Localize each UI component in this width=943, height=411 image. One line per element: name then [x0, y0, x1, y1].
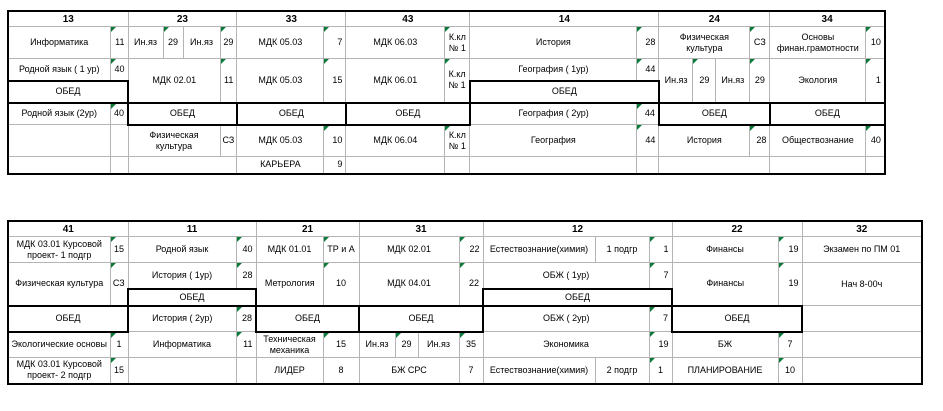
lunch-cell: ОБЕД [770, 103, 885, 125]
subject-cell[interactable]: Родной язык [128, 237, 236, 263]
room-cell[interactable]: 29 [163, 27, 183, 59]
subject-cell[interactable]: Физическая культура [128, 125, 220, 157]
subject-cell[interactable]: Экология [770, 59, 866, 103]
lunch-cell: ОБЕД [483, 289, 672, 306]
empty-cell[interactable] [802, 358, 922, 384]
subject-cell[interactable]: Метрология [256, 263, 323, 306]
room-cell[interactable]: 44 [637, 125, 659, 157]
room-cell[interactable]: 28 [637, 27, 659, 59]
empty-cell[interactable] [866, 157, 885, 174]
subject-cell[interactable]: Финансы [672, 263, 778, 306]
subject-cell[interactable]: МДК 06.03 [346, 27, 445, 59]
room-cell[interactable]: 10 [323, 263, 359, 306]
room-cell[interactable]: 10 [778, 358, 802, 384]
subject-cell[interactable]: Обществознание [770, 125, 866, 157]
room-cell[interactable]: 10 [324, 125, 346, 157]
room-cell[interactable]: 7 [324, 27, 346, 59]
subject-cell[interactable]: КАРЬЕРА [237, 157, 324, 174]
empty-cell[interactable] [802, 306, 922, 332]
subgroup-cell[interactable]: 2 подгр [595, 358, 649, 384]
empty-cell[interactable] [659, 157, 770, 174]
room-cell[interactable]: 19 [778, 237, 802, 263]
room-cell[interactable]: 29 [693, 59, 716, 103]
room-cell[interactable]: 9 [324, 157, 346, 174]
room-cell[interactable]: 7 [459, 358, 483, 384]
group-header: 24 [659, 11, 770, 27]
room-cell[interactable]: СЗ [750, 27, 770, 59]
room-cell[interactable]: 11 [236, 332, 256, 358]
subject-cell[interactable]: Экологические основы [8, 332, 110, 358]
room-cell[interactable]: 40 [866, 125, 885, 157]
empty-cell[interactable] [637, 157, 659, 174]
subject-cell[interactable]: Информатика [128, 332, 236, 358]
room-cell[interactable]: 1 [866, 59, 885, 103]
empty-cell[interactable] [128, 358, 236, 384]
room-cell[interactable]: 28 [750, 125, 770, 157]
lunch-cell: ОБЕД [470, 81, 659, 103]
subject-cell[interactable]: МДК 03.01 Курсовой проект- 1 подгр [8, 237, 110, 263]
room-cell[interactable]: 22 [459, 263, 483, 306]
subject-cell[interactable]: Ин.яз [359, 332, 395, 358]
room-cell[interactable]: 40 [110, 103, 128, 125]
subject-cell[interactable]: Нач 8-00ч [802, 263, 922, 306]
subject-cell[interactable]: МДК 06.04 [346, 125, 445, 157]
subject-cell[interactable]: МДК 05.03 [237, 125, 324, 157]
lunch-cell: ОБЕД [237, 103, 346, 125]
room-cell[interactable]: 1 [110, 332, 128, 358]
lunch-cell: ОБЕД [359, 306, 483, 332]
room-cell[interactable]: 1 [649, 237, 672, 263]
room-cell[interactable]: 15 [110, 237, 128, 263]
subject-cell[interactable]: МДК 05.03 [237, 59, 324, 103]
subject-cell[interactable]: МДК 01.01 [256, 237, 323, 263]
subject-cell[interactable]: Экзамен по ПМ 01 [802, 237, 922, 263]
room-cell[interactable]: 7 [649, 306, 672, 332]
lunch-cell: ОБЕД [346, 103, 470, 125]
group-header: 22 [672, 221, 802, 237]
empty-cell[interactable] [110, 157, 128, 174]
subject-cell[interactable]: МДК 02.01 [359, 237, 459, 263]
room-cell[interactable]: 22 [459, 237, 483, 263]
room-cell[interactable]: К.кл № 1 [445, 59, 470, 103]
room-cell[interactable]: ТР и А [323, 237, 359, 263]
subject-cell[interactable]: ОБЖ ( 1ур) [483, 263, 649, 289]
empty-cell[interactable] [445, 157, 470, 174]
subject-cell[interactable]: МДК 03.01 Курсовой проект- 2 подгр [8, 358, 110, 384]
subject-cell[interactable]: Физическая культура [659, 27, 750, 59]
group-header: 31 [359, 221, 483, 237]
room-cell[interactable]: 7 [778, 332, 802, 358]
subject-cell[interactable]: География [470, 125, 637, 157]
subject-cell[interactable]: История [470, 27, 637, 59]
room-cell[interactable]: 15 [110, 358, 128, 384]
subject-cell[interactable]: Информатика [8, 27, 110, 59]
subject-cell[interactable]: История ( 2ур) [128, 306, 236, 332]
empty-cell[interactable] [128, 157, 237, 174]
subject-cell[interactable]: Ин.яз [418, 332, 459, 358]
room-cell[interactable]: 19 [649, 332, 672, 358]
empty-cell[interactable] [8, 157, 110, 174]
subject-cell[interactable]: Основы финан.грамотности [770, 27, 866, 59]
group-header: 14 [470, 11, 659, 27]
group-header: 33 [237, 11, 346, 27]
room-cell[interactable]: 44 [637, 103, 659, 125]
room-cell[interactable]: 19 [778, 263, 802, 306]
group-header: 23 [128, 11, 237, 27]
subject-cell[interactable]: МДК 06.01 [346, 59, 445, 103]
empty-cell[interactable] [8, 125, 110, 157]
lunch-cell: ОБЕД [128, 103, 237, 125]
room-cell[interactable]: 8 [323, 358, 359, 384]
group-header: 32 [802, 221, 922, 237]
room-cell[interactable]: 10 [866, 27, 885, 59]
lunch-cell: ОБЕД [8, 81, 128, 103]
room-cell[interactable]: 40 [110, 59, 128, 81]
subject-cell[interactable]: ПЛАНИРОВАНИЕ [672, 358, 778, 384]
subject-cell[interactable]: Родной язык (2ур) [8, 103, 110, 125]
lunch-cell: ОБЕД [659, 103, 770, 125]
subject-cell[interactable]: Естествознание(химия) [483, 358, 595, 384]
subject-cell[interactable]: БЖ [672, 332, 778, 358]
room-cell[interactable]: СЗ [110, 263, 128, 306]
subject-cell[interactable]: МДК 04.01 [359, 263, 459, 306]
schedule-table-1 [7, 10, 886, 175]
room-cell[interactable]: СЗ [220, 125, 237, 157]
subject-cell[interactable]: Физическая культура [8, 263, 110, 306]
room-cell[interactable]: 28 [236, 263, 256, 289]
subject-cell[interactable]: География ( 2ур) [470, 103, 637, 125]
group-header: 41 [8, 221, 128, 237]
subject-cell[interactable]: ОБЖ ( 2ур) [483, 306, 649, 332]
subject-cell[interactable]: Ин.яз [659, 59, 693, 103]
lunch-cell: ОБЕД [128, 289, 256, 306]
room-cell[interactable]: К.кл № 1 [445, 27, 470, 59]
group-header: 11 [128, 221, 256, 237]
room-cell[interactable]: 11 [110, 27, 128, 59]
empty-cell[interactable] [236, 358, 256, 384]
subject-cell[interactable]: Родной язык ( 1 ур) [8, 59, 110, 81]
schedule-table-2 [7, 220, 923, 385]
empty-cell[interactable] [802, 332, 922, 358]
lunch-cell: ОБЕД [672, 306, 802, 332]
lunch-cell: ОБЕД [8, 306, 128, 332]
empty-cell[interactable] [770, 157, 866, 174]
room-cell[interactable]: К.кл № 1 [445, 125, 470, 157]
subject-cell[interactable]: БЖ СРС [359, 358, 459, 384]
subject-cell[interactable]: География ( 1ур) [470, 59, 637, 81]
room-cell[interactable]: 15 [324, 59, 346, 103]
empty-cell[interactable] [110, 125, 128, 157]
subject-cell[interactable]: МДК 05.03 [237, 27, 324, 59]
subject-cell[interactable]: Ин.яз [128, 27, 163, 59]
group-header: 13 [8, 11, 128, 27]
room-cell[interactable]: 29 [395, 332, 418, 358]
subject-cell[interactable]: Экономика [483, 332, 649, 358]
group-header: 34 [770, 11, 885, 27]
empty-cell[interactable] [346, 157, 445, 174]
subject-cell[interactable]: МДК 02.01 [128, 59, 220, 103]
room-cell[interactable]: 35 [459, 332, 483, 358]
room-cell[interactable]: 29 [750, 59, 770, 103]
room-cell[interactable]: 11 [220, 59, 237, 103]
subject-cell[interactable]: Естествознание(химия) [483, 237, 595, 263]
room-cell[interactable]: 1 [649, 358, 672, 384]
empty-cell[interactable] [470, 157, 637, 174]
subject-cell[interactable]: ЛИДЕР [256, 358, 323, 384]
subject-cell[interactable]: Техническая механика [256, 332, 323, 358]
group-header: 43 [346, 11, 470, 27]
group-header: 12 [483, 221, 672, 237]
subject-cell[interactable]: Ин.яз [716, 59, 750, 103]
room-cell[interactable]: 44 [637, 59, 659, 81]
subject-cell[interactable]: Ин.яз [183, 27, 220, 59]
room-cell[interactable]: 40 [236, 237, 256, 263]
room-cell[interactable]: 7 [649, 263, 672, 289]
subgroup-cell[interactable]: 1 подгр [595, 237, 649, 263]
room-cell[interactable]: 15 [323, 332, 359, 358]
room-cell[interactable]: 28 [236, 306, 256, 332]
lunch-cell: ОБЕД [256, 306, 359, 332]
subject-cell[interactable]: История [659, 125, 750, 157]
group-header: 21 [256, 221, 359, 237]
subject-cell[interactable]: История ( 1ур) [128, 263, 236, 289]
room-cell[interactable]: 29 [220, 27, 237, 59]
subject-cell[interactable]: Финансы [672, 237, 778, 263]
